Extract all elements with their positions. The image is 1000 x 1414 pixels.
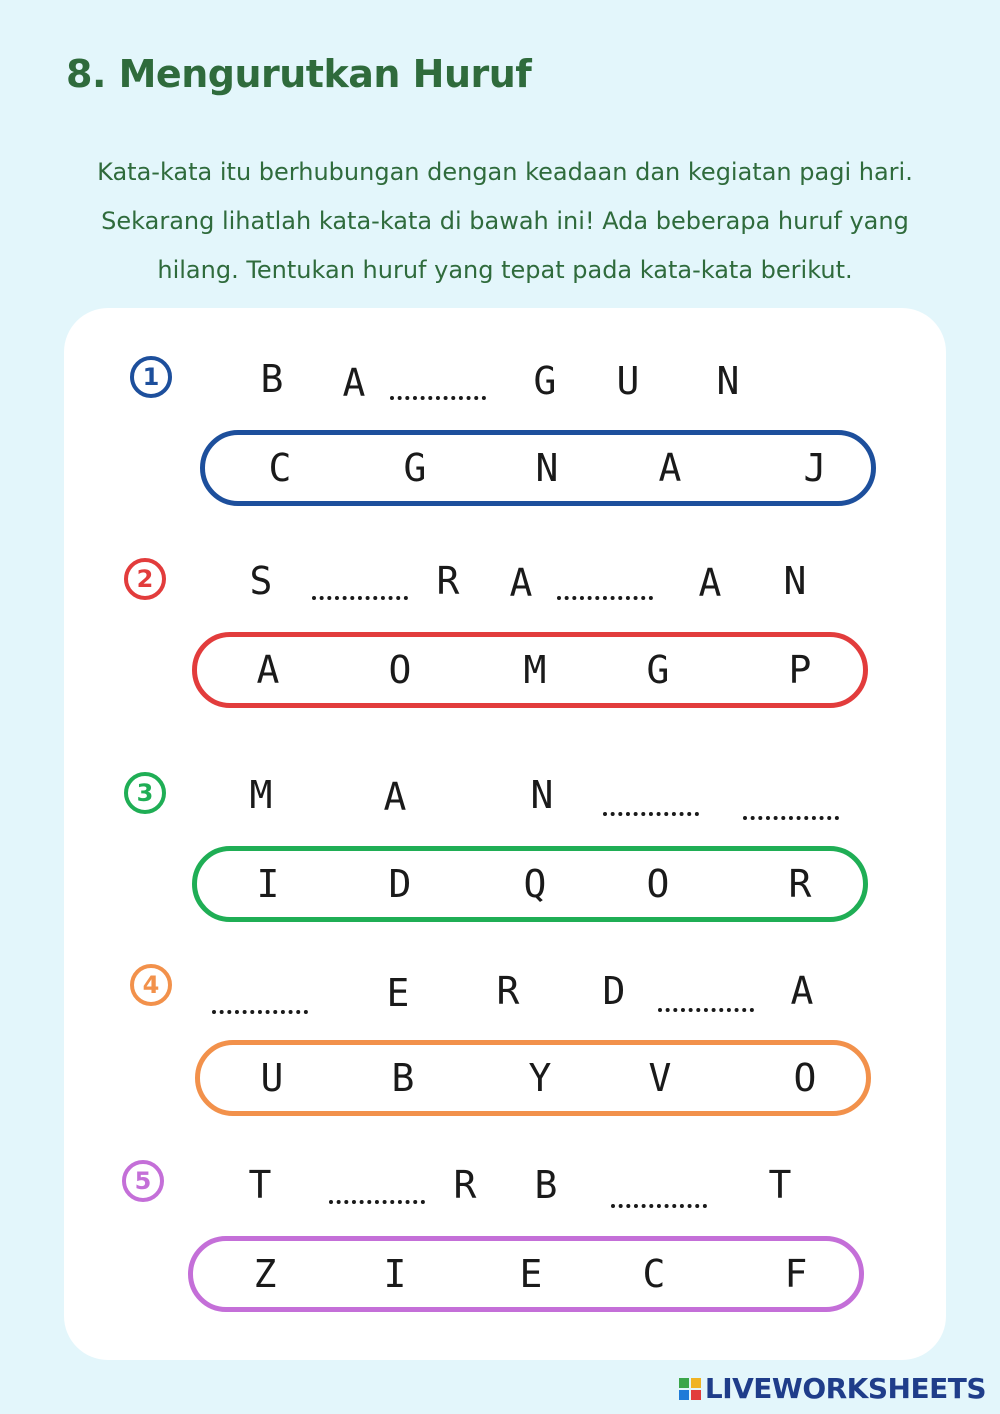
brand-name: LIVEWORKSHEETS <box>704 1372 986 1405</box>
liveworksheets-logo-icon <box>679 1378 701 1400</box>
word-letter: A <box>342 361 366 405</box>
option-letter[interactable]: P <box>788 648 812 692</box>
question-number: 5 <box>122 1160 164 1202</box>
answer-blank[interactable] <box>390 396 486 400</box>
option-letter[interactable]: Q <box>523 862 547 906</box>
word-letter: U <box>616 359 640 403</box>
option-letter[interactable]: J <box>803 446 827 490</box>
option-letter[interactable]: U <box>260 1056 284 1100</box>
option-letter[interactable]: C <box>642 1252 666 1296</box>
option-letter[interactable]: F <box>784 1252 808 1296</box>
word-letter: R <box>436 559 460 603</box>
option-letter[interactable]: B <box>391 1056 415 1100</box>
word-letter: T <box>248 1163 272 1207</box>
option-letter[interactable]: A <box>658 446 682 490</box>
answer-blank[interactable] <box>329 1200 425 1204</box>
instructions <box>60 148 950 295</box>
word-letter: R <box>496 969 520 1013</box>
question-number: 4 <box>130 964 172 1006</box>
option-box <box>192 846 868 922</box>
option-letter[interactable]: O <box>793 1056 817 1100</box>
word-letter: A <box>383 775 407 819</box>
option-letter[interactable]: Z <box>253 1252 277 1296</box>
word-letter: A <box>790 969 814 1013</box>
page-title: 8. Mengurutkan Huruf <box>66 52 532 96</box>
answer-blank[interactable] <box>312 596 408 600</box>
answer-blank[interactable] <box>603 812 699 816</box>
option-box <box>195 1040 871 1116</box>
word-letter: T <box>768 1163 792 1207</box>
option-letter[interactable]: C <box>268 446 292 490</box>
option-box <box>200 430 876 506</box>
question-number: 1 <box>130 356 172 398</box>
question-number: 2 <box>124 558 166 600</box>
word-letter: N <box>530 773 554 817</box>
answer-blank[interactable] <box>658 1008 754 1012</box>
word-letter: G <box>533 359 557 403</box>
answer-blank[interactable] <box>611 1204 707 1208</box>
option-letter[interactable]: Y <box>528 1056 552 1100</box>
answer-blank[interactable] <box>212 1010 308 1014</box>
instruction-line: Sekarang lihatlah kata-kata di bawah ini! Ada beberapa huruf yang <box>101 207 909 235</box>
option-letter[interactable]: D <box>388 862 412 906</box>
option-letter[interactable]: R <box>788 862 812 906</box>
word-letter: A <box>698 561 722 605</box>
option-letter[interactable]: O <box>646 862 670 906</box>
option-letter[interactable]: M <box>523 648 547 692</box>
option-letter[interactable]: G <box>646 648 670 692</box>
option-box <box>188 1236 864 1312</box>
word-letter: A <box>509 561 533 605</box>
word-letter: R <box>453 1163 477 1207</box>
option-letter[interactable]: I <box>383 1252 407 1296</box>
word-letter: D <box>602 969 626 1013</box>
option-letter[interactable]: G <box>403 446 427 490</box>
word-letter: N <box>783 559 807 603</box>
answer-blank[interactable] <box>557 596 653 600</box>
word-letter: B <box>534 1163 558 1207</box>
option-box <box>192 632 868 708</box>
option-letter[interactable]: V <box>648 1056 672 1100</box>
question-number: 3 <box>124 772 166 814</box>
word-letter: S <box>249 559 273 603</box>
word-letter: N <box>716 359 740 403</box>
option-letter[interactable]: O <box>388 648 412 692</box>
answer-blank[interactable] <box>743 816 839 820</box>
word-letter: B <box>260 357 284 401</box>
option-letter[interactable]: E <box>519 1252 543 1296</box>
word-letter: M <box>249 773 273 817</box>
instruction-line: hilang. Tentukan huruf yang tepat pada kata-kata berikut. <box>157 256 853 284</box>
option-letter[interactable]: I <box>256 862 280 906</box>
word-letter: E <box>386 971 410 1015</box>
instruction-line: Kata-kata itu berhubungan dengan keadaan dan kegiatan pagi hari. <box>97 158 913 186</box>
footer-brand <box>679 1372 986 1405</box>
option-letter[interactable]: N <box>535 446 559 490</box>
option-letter[interactable]: A <box>256 648 280 692</box>
